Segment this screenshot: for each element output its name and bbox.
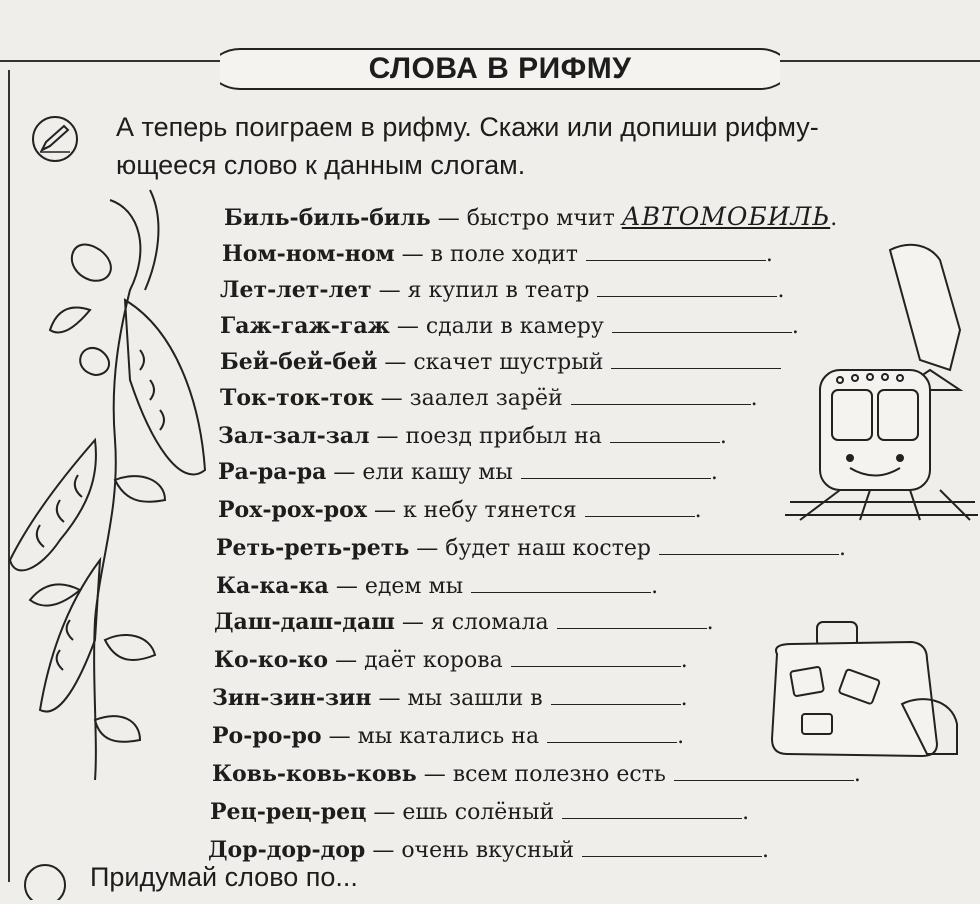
answer-blank[interactable] [610,420,720,443]
page-title: СЛОВА В РИФМУ [368,52,632,85]
exercise-text: — сдали в камеру [389,314,604,339]
exercise-text: — поезд прибыл на [369,424,602,449]
exercise-line: Ко-ко-ко — даёт корова . [214,644,688,673]
exercise-line: Рох-рох-рох — к небу тянется . [218,494,702,523]
answer-blank[interactable] [547,720,677,743]
instruction-line-2: ющееся слово к данным слогам. [116,150,526,180]
title-banner [220,44,780,94]
exercise-syllables: Ро-ро-ро [212,723,322,749]
exercise-line: Гаж-гаж-гаж — сдали в камеру . [220,310,799,339]
exercise-text: — едем мы [328,574,464,599]
exercise-syllables: Гаж-гаж-гаж [220,313,390,339]
exercise-line: Ток-ток-ток — заалел зарёй . [220,382,758,411]
exercise-syllables: Дор-дор-дор [208,837,366,863]
pencil-icon [20,860,70,900]
exercise-line: Зал-зал-зал — поезд прибыл на . [218,420,727,449]
exercise-line: Ковь-ковь-ковь — всем полезно есть . [212,758,861,787]
instruction-line-1: А теперь поиграем в рифму. Скажи или допиши рифму- [116,112,819,142]
task-instruction [116,108,976,184]
exercise-text: — скачет шустрый [377,350,604,375]
answer-blank[interactable] [611,346,781,369]
exercise-line: Лет-лет-лет — я купил в театр . [220,274,784,303]
answer-blank[interactable] [562,796,742,819]
answer-blank[interactable] [557,606,707,629]
exercise-syllables: Рец-рец-рец [210,799,367,825]
exercise-syllables: Даш-даш-даш [214,609,395,635]
exercise-text: — мы зашли в [371,686,543,711]
exercise-syllables: Зал-зал-зал [218,423,370,449]
answer-blank[interactable] [585,494,695,517]
answer-blank[interactable] [612,310,792,333]
exercise-text: — ели кашу мы [326,460,513,485]
exercise-syllables: Ко-ко-ко [214,647,329,673]
answer-blank[interactable] [659,532,839,555]
exercise-answer: АВТОМОБИЛЬ [621,202,831,231]
exercise-syllables: Ном-ном-ном [222,241,395,267]
exercise-text: — будет наш костер [409,536,651,561]
exercise-text: — даёт корова [328,648,503,673]
exercise-line: Ра-ра-ра — ели кашу мы . [218,456,718,485]
exercise-line: Зин-зин-зин — мы зашли в . [212,682,688,711]
exercise-text: — очень вкусный [365,838,574,863]
exercise-syllables: Ра-ра-ра [218,459,327,485]
exercise-syllables: Ка-ка-ка [216,573,329,599]
exercise-line: Ном-ном-ном — в поле ходит . [222,238,773,267]
answer-blank[interactable] [597,274,777,297]
answer-blank[interactable] [511,644,681,667]
exercise-text: — заалел зарёй [373,386,563,411]
answer-blank[interactable] [551,682,681,705]
answer-blank[interactable] [471,570,651,593]
exercise-line: Биль-биль-биль — быстро мчит АВТОМОБИЛЬ. [224,202,838,231]
exercise-text: — я купил в театр [371,278,590,303]
exercise-syllables: Лет-лет-лет [220,277,372,303]
exercise-syllables: Биль-биль-биль [224,205,431,231]
exercise-syllables: Рох-рох-рох [218,497,367,523]
exercise-line: Дор-дор-дор — очень вкусный . [208,834,769,863]
exercise-text: — к небу тянется [366,498,577,523]
exercise-syllables: Ток-ток-ток [220,385,374,411]
exercise-syllables: Зин-зин-зин [212,685,372,711]
exercise-line [220,346,781,375]
exercise-line: Ка-ка-ка — едем мы . [216,570,658,599]
exercise-line: Ро-ро-ро — мы катались на . [212,720,684,749]
answer-blank[interactable] [582,834,762,857]
next-task-text: Придумай слово по... [90,862,358,892]
pea-plant-illustration [0,180,210,784]
exercise-text: — всем полезно есть [416,762,666,787]
suitcase-illustration [762,614,962,768]
exercise-text: — ешь солёный [366,800,555,825]
answer-blank[interactable] [586,238,766,261]
exercise-syllables: Бей-бей-бей [220,349,378,375]
exercise-syllables: Реть-реть-реть [216,535,410,561]
pencil-icon [30,114,80,164]
exercise-text: — я сломала [394,610,549,635]
exercise-syllables: Ковь-ковь-ковь [212,761,417,787]
train-illustration [780,230,980,534]
answer-blank[interactable] [571,382,751,405]
exercise-line: Рец-рец-рец — ешь солёный . [210,796,749,825]
exercise-text: — мы катались на [321,724,540,749]
exercise-text: — быстро мчит [430,206,622,231]
exercise-line: Реть-реть-реть — будет наш костер . [216,532,846,561]
exercise-line: Даш-даш-даш — я сломала . [214,606,714,635]
answer-blank[interactable] [521,456,711,479]
exercise-text: — в поле ходит [394,242,578,267]
